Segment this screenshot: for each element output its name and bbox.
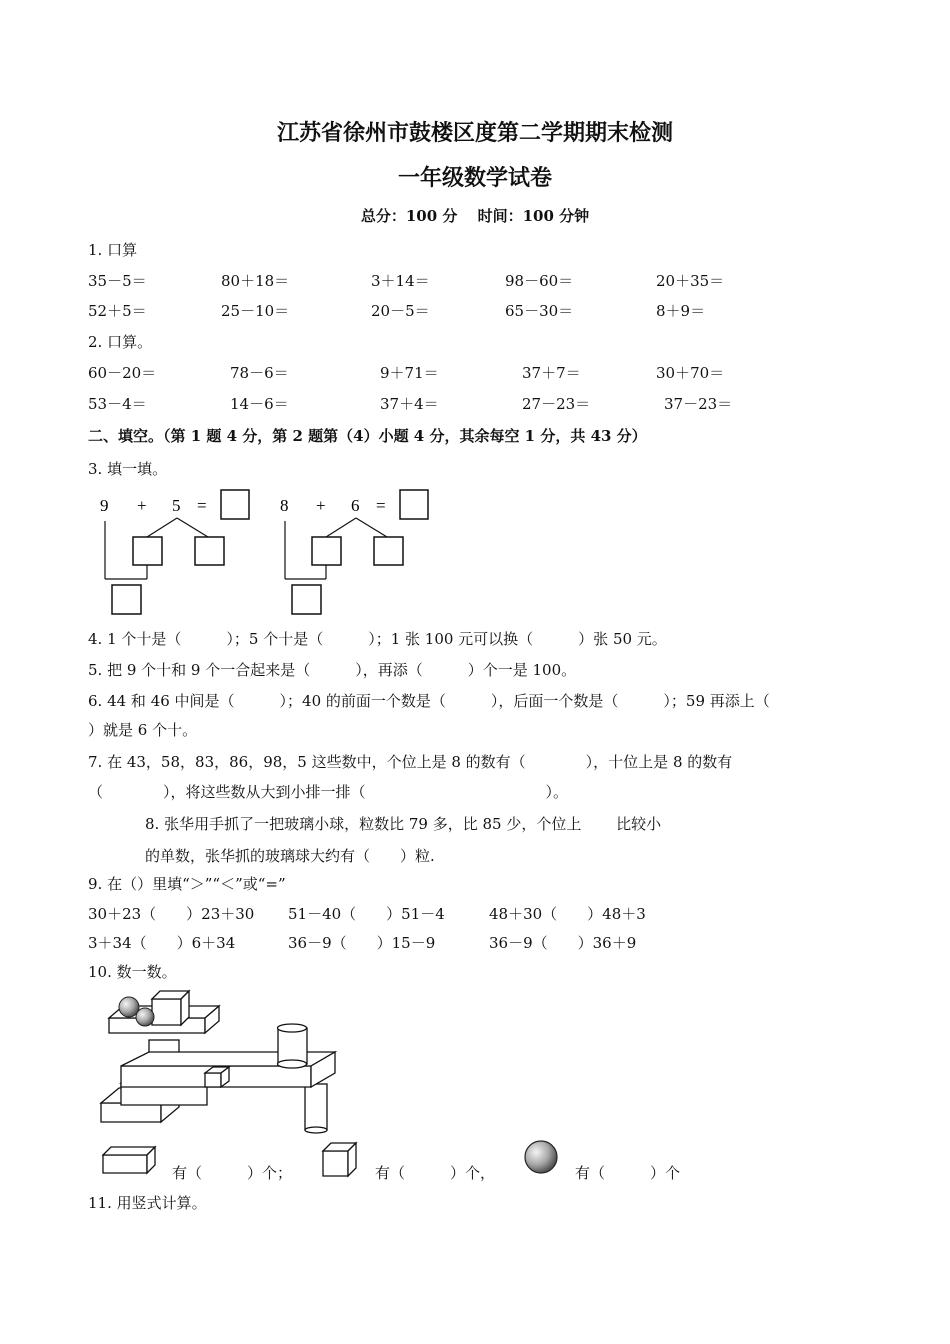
left-addend-a: 9 (100, 496, 109, 515)
q9-item: 51－40（ ）51－4 (288, 905, 445, 923)
left-addend-b: 5 (172, 496, 181, 515)
sphere-count: 有（ ）个 (575, 1164, 681, 1182)
q1-item: 65－30＝ (505, 302, 574, 320)
split-diagram (90, 485, 450, 620)
section-heading: 二、填空。（第 1 题 4 分，第 2 题第（4）小题 4 分，其余每空 1 分，共 43 分） (88, 427, 647, 445)
q9-item: 3＋34（ ）6＋34 (88, 934, 236, 952)
q8-text-cont: 的单数，张华抓的玻璃球大约有（ ）粒. (145, 847, 435, 865)
cuboid-icon (100, 1143, 160, 1177)
q2-label: 2. 口算。 (88, 333, 153, 351)
pillar-cylinder (305, 1084, 327, 1130)
right-equals-sign: = (376, 496, 386, 515)
tall-cylinder (278, 1028, 307, 1064)
q1-item: 20－5＝ (371, 302, 430, 320)
q7-text: 7. 在 43，58，83，86，98，5 这些数中，个位上是 8 的数有（ ），十位上是 8 的数有 (88, 753, 733, 771)
cube-icon (320, 1140, 360, 1180)
q2-item: 30＋70＝ (656, 364, 725, 382)
q1-item: 25－10＝ (221, 302, 290, 320)
left-split-box-1[interactable] (133, 537, 162, 565)
q1-item: 98－60＝ (505, 272, 574, 290)
q9-item: 36－9（ ）36＋9 (489, 934, 637, 952)
right-answer-box[interactable] (400, 490, 428, 519)
left-equals-sign: = (197, 496, 207, 515)
small-cube (205, 1073, 221, 1087)
q4-text: 4. 1 个十是（ ）；5 个十是（ ）；1 张 100 元可以换（ ）张 50 元。 (88, 630, 667, 648)
q1-item: 3＋14＝ (371, 272, 430, 290)
q2-item: 37－23＝ (664, 395, 733, 413)
left-sum-box[interactable] (112, 585, 141, 614)
page-title: 江苏省徐州市鼓楼区度第二学期期末检测 (276, 120, 673, 146)
q10-label: 10. 数一数。 (88, 963, 177, 981)
score-time: 总分：100 分 时间：100 分钟 (360, 207, 590, 225)
page-subtitle: 一年级数学试卷 (397, 165, 552, 191)
q2-item: 14－6＝ (230, 395, 289, 413)
q1-label: 1. 口算 (88, 241, 138, 259)
q1-item: 80＋18＝ (221, 272, 290, 290)
q3-label: 3. 填一填。 (88, 460, 168, 478)
left-split-box-2[interactable] (195, 537, 224, 565)
stacked-blocks-figure (95, 985, 345, 1135)
q1-item: 20＋35＝ (656, 272, 725, 290)
right-split-box-2[interactable] (374, 537, 403, 565)
q6-text-cont: ）就是 6 个十。 (88, 721, 198, 739)
left-answer-box[interactable] (221, 490, 249, 519)
right-plus-sign: + (316, 496, 326, 515)
q11-label: 11. 用竖式计算。 (88, 1194, 207, 1212)
q1-item: 8＋9＝ (656, 302, 706, 320)
sphere-icon (522, 1138, 562, 1178)
q9-item: 30＋23（ ）23＋30 (88, 905, 255, 923)
q5-text: 5. 把 9 个十和 9 个一合起来是（ ），再添（ ）个一是 100。 (88, 661, 577, 679)
cube-count: 有（ ）个， (375, 1164, 496, 1182)
q2-item: 9＋71＝ (380, 364, 439, 382)
bottom-cuboid (101, 1103, 161, 1122)
q2-item: 78－6＝ (230, 364, 289, 382)
q9-item: 48＋30（ ）48＋3 (489, 905, 646, 923)
right-addend-a: 8 (280, 496, 289, 515)
cuboid-count: 有（ ）个； (172, 1164, 293, 1182)
q1-item: 52＋5＝ (88, 302, 147, 320)
q7-text-cont: （ ），将这些数从大到小排一排（ ）。 (88, 783, 569, 801)
q9-label: 9. 在（）里填“＞”“＜”或“=” (88, 875, 286, 893)
q2-item: 53－4＝ (88, 395, 147, 413)
q2-item: 37＋7＝ (522, 364, 581, 382)
right-split-box-1[interactable] (312, 537, 341, 565)
right-sum-box[interactable] (292, 585, 321, 614)
q9-item: 36－9（ ）15－9 (288, 934, 436, 952)
q6-text: 6. 44 和 46 中间是（ ）；40 的前面一个数是（ ），后面一个数是（ ）；59 再添上（ (88, 692, 770, 710)
q2-item: 37＋4＝ (380, 395, 439, 413)
q2-item: 27－23＝ (522, 395, 591, 413)
right-addend-b: 6 (351, 496, 360, 515)
q2-item: 60－20＝ (88, 364, 157, 382)
ball-2 (136, 1008, 154, 1026)
q1-item: 35－5＝ (88, 272, 147, 290)
q8-text: 8. 张华用手抓了一把玻璃小球，粒数比 79 多，比 85 少，个位上 比较小 (145, 815, 662, 833)
top-cube (152, 999, 181, 1025)
left-plus-sign: + (137, 496, 147, 515)
